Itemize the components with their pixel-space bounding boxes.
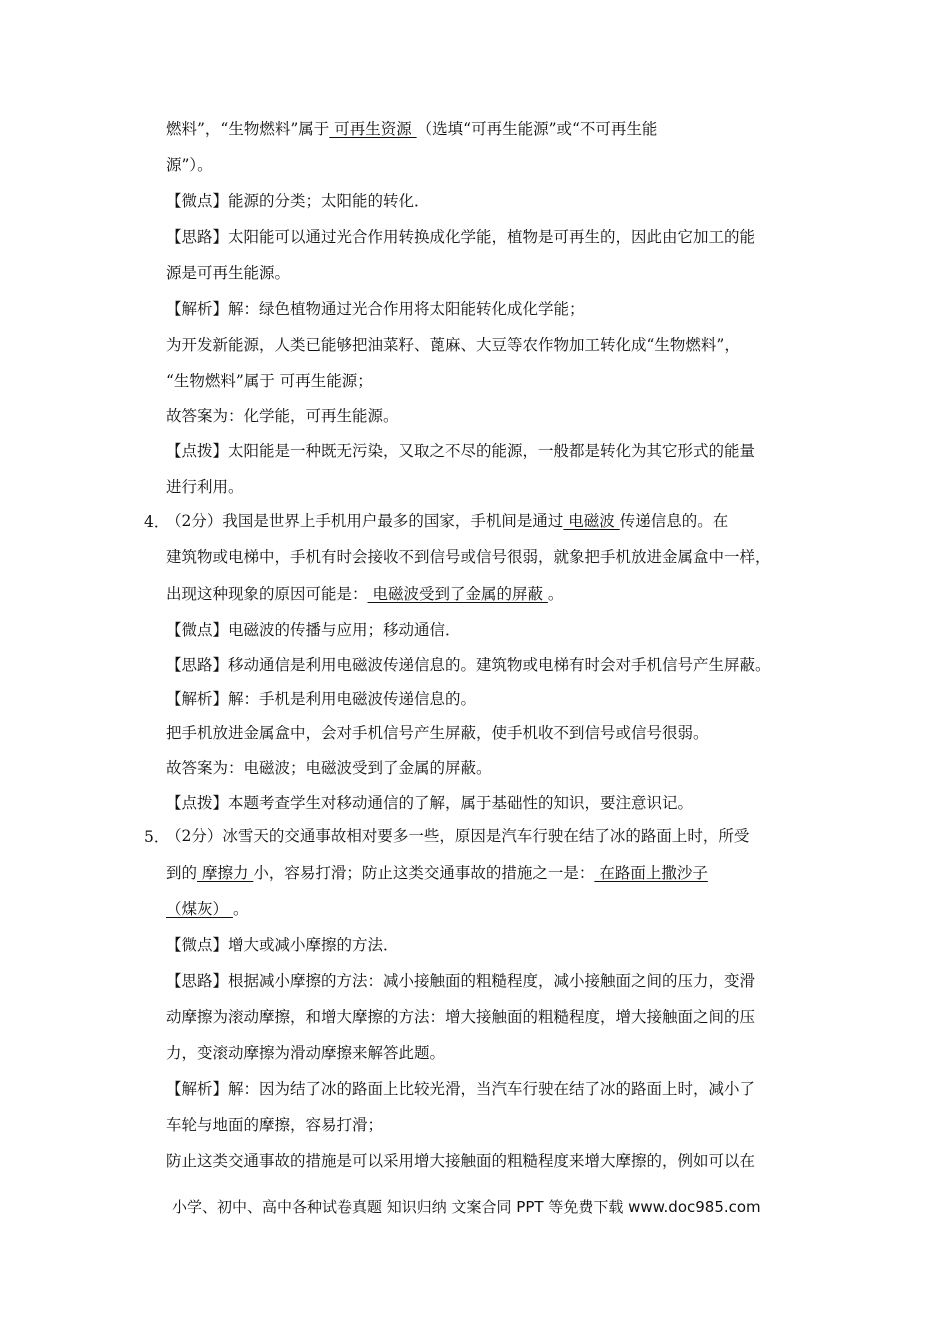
answer-line: 故答案为：电磁波；电磁波受到了金属的屏蔽。 bbox=[166, 759, 492, 777]
weidian-line: 【微点】电磁波的传播与应用；移动通信． bbox=[166, 621, 461, 639]
answer-blank: （煤灰） bbox=[166, 900, 233, 918]
jiexi-line: 【解析】解：绿色植物通过光合作用将太阳能转化成化学能； bbox=[166, 300, 585, 318]
answer-blank: 在路面上撒沙子 bbox=[594, 864, 708, 882]
silu-line: 力，变滚动摩擦为滑动摩擦来解答此题。 bbox=[166, 1044, 446, 1062]
silu-line: 动摩擦为滚动摩擦，和增大摩擦的方法：增大接触面的粗糙程度，增大接触面之间的压 bbox=[166, 1008, 756, 1026]
answer-blank: 可再生资源 bbox=[329, 120, 417, 138]
silu-line: 【思路】太阳能可以通过光合作用转换成化学能，植物是可再生的，因此由它加工的能 bbox=[166, 228, 756, 246]
jiexi-line: 把手机放进金属盒中，会对手机信号产生屏蔽，使手机收不到信号或信号很弱。 bbox=[166, 724, 709, 742]
jiexi-line: “生物燃料”属于 可再生能源； bbox=[166, 372, 373, 390]
text-segment: 出现这种现象的原因可能是： bbox=[166, 585, 368, 603]
weidian-line: 【微点】增大或减小摩擦的方法． bbox=[166, 936, 399, 954]
text-segment: 。 bbox=[232, 900, 249, 918]
jiexi-line: 为开发新能源，人类已能够把油菜籽、蓖麻、大豆等农作物加工转化成“生物燃料”， bbox=[166, 336, 740, 354]
text-segment: 到的 bbox=[166, 864, 198, 882]
page-footer: 小学、初中、高中各种试卷真题 知识归纳 文案合同 PPT 等免费下载 www.doc985.com bbox=[172, 1198, 761, 1216]
jiexi-line: 防止这类交通事故的措施是可以采用增大接触面的粗糙程度来增大摩擦的，例如可以在 bbox=[166, 1152, 756, 1170]
jiexi-line: 车轮与地面的摩擦，容易打滑； bbox=[166, 1116, 384, 1134]
question-line: （2分）冰雪天的交通事故相对要多一些，原因是汽车行驶在结了冰的路面上时，所受 bbox=[166, 827, 750, 845]
question-number: 5． bbox=[144, 828, 170, 846]
answer-blank: 电磁波受到了金属的屏蔽 bbox=[367, 585, 548, 603]
dianbo-line: 【点拨】太阳能是一种既无污染，又取之不尽的能源，一般都是转化为其它形式的能量 bbox=[166, 442, 756, 460]
dianbo-line: 【点拨】本题考查学生对移动通信的了解，属于基础性的知识，要注意识记。 bbox=[166, 794, 694, 812]
silu-line: 源是可再生能源。 bbox=[166, 264, 291, 282]
question-line bbox=[166, 510, 728, 532]
silu-line: 【思路】根据减小摩擦的方法：减小接触面的粗糙程度，减小接触面之间的压力，变滑 bbox=[166, 972, 756, 990]
text-line bbox=[166, 118, 657, 140]
silu-line: 【思路】移动通信是利用电磁波传递信息的。建筑物或电梯有时会对手机信号产生屏蔽。 bbox=[166, 656, 771, 674]
text-segment: （2分）我国是世界上手机用户最多的国家，手机间是通过 bbox=[166, 512, 564, 530]
weidian-line: 【微点】能源的分类；太阳能的转化． bbox=[166, 192, 430, 210]
question-line: 建筑物或电梯中，手机有时会接收不到信号或信号很弱，就象把手机放进金属盒中一样， bbox=[166, 548, 771, 566]
text-segment: 传递信息的。在 bbox=[619, 512, 729, 530]
answer-blank: 电磁波 bbox=[563, 512, 620, 530]
text-segment: 燃料”，“生物燃料”属于 bbox=[166, 120, 330, 138]
answer-line: 故答案为：化学能，可再生能源。 bbox=[166, 407, 399, 425]
question-line bbox=[166, 583, 563, 605]
dianbo-line: 进行利用。 bbox=[166, 478, 244, 496]
question-line bbox=[166, 898, 248, 920]
text-line: 源”）。 bbox=[166, 156, 213, 174]
answer-blank: 摩擦力 bbox=[197, 864, 254, 882]
question-number: 4． bbox=[144, 513, 170, 531]
text-segment: 小，容易打滑；防止这类交通事故的措施之一是： bbox=[253, 864, 595, 882]
text-segment: （选填“可再生能源”或“不可再生能 bbox=[416, 120, 658, 138]
question-line bbox=[166, 862, 708, 884]
jiexi-line: 【解析】解：因为结了冰的路面上比较光滑，当汽车行驶在结了冰的路面上时，减小了 bbox=[166, 1080, 756, 1098]
text-segment: 。 bbox=[547, 585, 564, 603]
jiexi-line: 【解析】解：手机是利用电磁波传递信息的。 bbox=[166, 690, 477, 708]
